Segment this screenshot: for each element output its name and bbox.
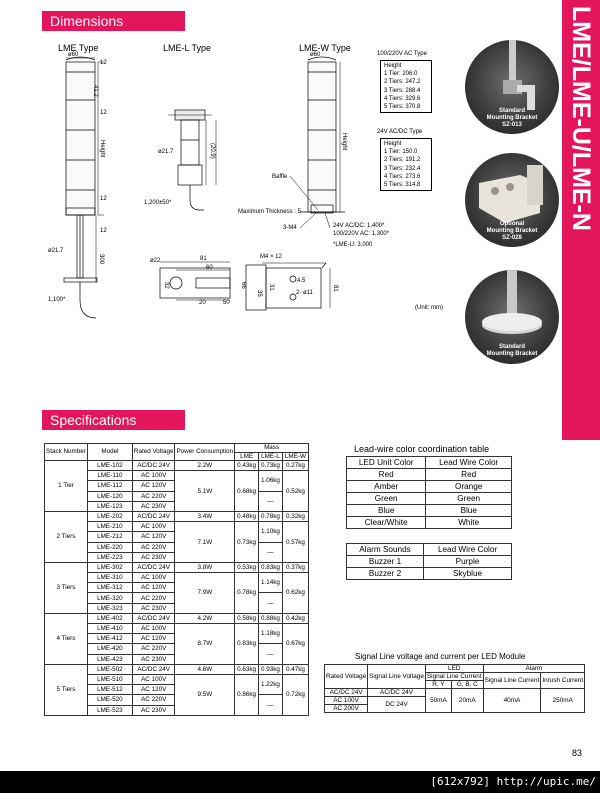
specifications-heading: Specifications — [42, 410, 185, 430]
mass-lme-cell: 0.78kg — [235, 573, 259, 614]
cable-220v: 100/220V AC: 1,300* — [333, 231, 390, 237]
voltage-cell: AC/DC 24V — [132, 562, 175, 572]
model-cell: LME-102 — [87, 461, 132, 471]
power-cell: 3.8W — [175, 562, 235, 572]
model-cell: LME-110 — [87, 471, 132, 481]
mass-lme-cell: 0.83kg — [235, 624, 259, 665]
led-color: Blue — [347, 505, 426, 517]
photo-caption: Mounting Bracket — [486, 228, 538, 234]
table-row — [45, 664, 309, 674]
header-stack: Stack Number — [45, 444, 88, 461]
mass-lmel-cell: — — [259, 644, 283, 664]
dim-cable-lme: 1,100* — [48, 297, 66, 303]
height-dc-row: 3 Tiers: 232.4 — [384, 165, 421, 172]
mass-lme-cell: 0.68kg — [235, 471, 259, 512]
dim-31: 31 — [268, 284, 274, 291]
table-row — [347, 556, 512, 568]
voltage-cell: AC 230V — [132, 603, 175, 613]
signal-rated: AC 100V — [325, 697, 368, 705]
model-cell: LME-520 — [87, 695, 132, 705]
mass-lmel-cell: 1.10kg — [259, 522, 283, 542]
wire-color: Green — [426, 493, 512, 505]
mass-lmew-cell: 0.67kg — [282, 624, 308, 665]
power-cell: 9.5W — [175, 674, 235, 715]
alarm-sound: Buzzer 2 — [347, 568, 424, 580]
dim-cable-lmel: 1,200±50* — [144, 200, 172, 206]
mass-lmel-cell: 0.93kg — [259, 664, 283, 674]
signal-h-inrush: Inrush Current — [541, 673, 585, 689]
leadwire-header: LED Unit Color — [347, 457, 426, 469]
signal-h-rated: Rated Voltage — [325, 665, 368, 689]
footer-text[interactable]: [612x792] http://upic.me/ — [430, 775, 596, 788]
wire-color: Blue — [426, 505, 512, 517]
dim-66: 66 — [240, 282, 246, 289]
header-lme-w: LME-W — [282, 452, 308, 461]
table-row — [45, 562, 309, 572]
led-color: Green — [347, 493, 426, 505]
power-cell: 2.2W — [175, 461, 235, 471]
height-ac-row: 1 Tier: 206.0 — [384, 71, 418, 78]
bracket-photo-sz013 — [465, 40, 559, 134]
model-cell: LME-220 — [87, 542, 132, 552]
table-row — [347, 481, 512, 493]
alarm-table — [346, 543, 512, 580]
photo-caption: Standard — [498, 344, 525, 350]
model-cell: LME-202 — [87, 511, 132, 521]
dim-41-2: 41.2 — [92, 85, 98, 97]
voltage-cell: AC 220V — [132, 644, 175, 654]
leadwire-table — [346, 456, 512, 529]
voltage-cell: AC 120V — [132, 532, 175, 542]
dimensions-heading: Dimensions — [42, 11, 185, 31]
bracket-photo-sz028 — [465, 153, 559, 247]
voltage-cell: AC 230V — [132, 552, 175, 562]
wire-color: Skyblue — [424, 568, 512, 580]
model-cell: LME-312 — [87, 583, 132, 593]
table-row — [347, 568, 512, 580]
dimension-drawings — [0, 50, 380, 320]
wire-color: Red — [426, 469, 512, 481]
signal-h-alarm: Alarm — [483, 665, 585, 673]
signal-voltage: AC/DC 24V — [368, 689, 426, 697]
model-cell: LME-512 — [87, 685, 132, 695]
voltage-cell: AC 220V — [132, 593, 175, 603]
model-cell: LME-120 — [87, 491, 132, 501]
dim-35: 35 — [256, 290, 262, 297]
dim-32: 32 — [163, 282, 169, 289]
power-cell: 8.7W — [175, 624, 235, 665]
model-cell: LME-420 — [87, 644, 132, 654]
table-row — [347, 505, 512, 517]
model-cell: LME-112 — [87, 481, 132, 491]
dim-81-side: 81 — [332, 285, 338, 292]
model-cell: LME-310 — [87, 573, 132, 583]
stack-number: 1 Tier — [45, 461, 88, 512]
signal-alarm-current: 40mA — [483, 689, 541, 713]
signal-rated: AC 200V — [325, 705, 368, 713]
dim-300: 300 — [98, 254, 104, 265]
signal-inrush: 250mA — [541, 689, 585, 713]
spec-table — [44, 443, 309, 716]
voltage-cell: AC/DC 24V — [132, 461, 175, 471]
model-cell: LME-402 — [87, 613, 132, 623]
drawing-title-lme-w: LME-W Type — [299, 43, 351, 53]
table-row — [347, 493, 512, 505]
voltage-cell: AC 100V — [132, 573, 175, 583]
mass-lmel-cell: — — [259, 542, 283, 562]
model-cell: LME-423 — [87, 654, 132, 664]
mass-lme-cell: 0.43kg — [235, 461, 259, 471]
height-dc-row: 5 Tiers: 314.8 — [384, 182, 421, 189]
voltage-cell: AC 120V — [132, 583, 175, 593]
mass-lmel-cell: 0.73kg — [259, 461, 283, 471]
height-ac-row: 5 Tiers: 370.8 — [384, 104, 421, 111]
mass-lme-cell: 0.53kg — [235, 562, 259, 572]
voltage-cell: AC 230V — [132, 501, 175, 511]
model-cell: LME-510 — [87, 674, 132, 684]
mass-lme-cell: 0.48kg — [235, 511, 259, 521]
spec-table-body — [45, 461, 309, 716]
dim-phi60-lmew: ø60 — [310, 52, 321, 58]
model-cell: LME-412 — [87, 634, 132, 644]
header-rated: Rated Voltage — [132, 444, 175, 461]
mass-lmew-cell: 0.37kg — [282, 562, 308, 572]
led-color: Clear/White — [347, 517, 426, 529]
mass-lmel-cell: 0.78kg — [259, 511, 283, 521]
mass-lme-cell: 0.73kg — [235, 522, 259, 563]
table-row — [45, 613, 309, 623]
bracket-photo-standard — [465, 270, 559, 364]
model-cell: LME-302 — [87, 562, 132, 572]
height-ac-row: 3 Tiers: 288.4 — [384, 87, 421, 94]
signal-h-led: LED — [425, 665, 483, 673]
mass-lmel-cell: 1.06kg — [259, 471, 283, 491]
side-title: LME/LME-U/LME-N — [567, 6, 595, 231]
dim-20: 20 — [199, 300, 206, 306]
header-mass: Mass — [235, 444, 309, 453]
dim-12-upper: 12 — [100, 110, 107, 116]
model-cell: LME-410 — [87, 624, 132, 634]
height-ac-box — [380, 60, 432, 113]
voltage-cell: AC 100V — [132, 674, 175, 684]
leadwire-header: Lead Wire Color — [426, 457, 512, 469]
voltage-cell: AC 120V — [132, 634, 175, 644]
unit-note: (Unit: mm) — [415, 305, 443, 311]
dim-phi60-lme: ø60 — [68, 52, 79, 58]
dim-height-lmew: Height — [341, 133, 347, 151]
leadwire-title: Lead-wire color coordination table — [354, 444, 490, 454]
dim-50: 50 — [223, 300, 230, 306]
cable-24v: 24V AC/DC: 1,400* — [333, 223, 385, 229]
signal-h-signal: Signal Line Voltage — [368, 665, 426, 689]
mass-lmew-cell: 0.47kg — [282, 664, 308, 674]
mass-lmew-cell: 0.32kg — [282, 511, 308, 521]
mass-lmew-cell: 0.62kg — [282, 573, 308, 614]
wire-color: Orange — [426, 481, 512, 493]
signal-title: Signal Line voltage and current per LED Module — [355, 652, 526, 661]
dim-4-5: 4.5 — [297, 278, 306, 284]
mass-lme-cell: 0.86kg — [235, 674, 259, 715]
signal-h-slc2: Signal Line Current — [483, 673, 541, 689]
mass-lmew-cell: 0.72kg — [282, 674, 308, 715]
height-dc-title: 24V AC/DC Type — [377, 129, 423, 135]
model-cell: LME-320 — [87, 593, 132, 603]
dim-m4-12: M4 × 12 — [260, 254, 282, 260]
dim-12-low: 12 — [100, 228, 107, 234]
mass-lmel-cell: 0.83kg — [259, 562, 283, 572]
voltage-cell: AC 100V — [132, 624, 175, 634]
voltage-cell: AC 230V — [132, 654, 175, 664]
stack-number: 2 Tiers — [45, 511, 88, 562]
header-lme: LME — [235, 452, 259, 461]
height-ac-title: 100/220V AC Type — [377, 51, 427, 57]
mass-lmel-cell: — — [259, 695, 283, 715]
signal-rated: AC/DC 24V — [325, 689, 368, 697]
photo-caption: SZ-013 — [502, 122, 522, 128]
power-cell: 7.9W — [175, 573, 235, 614]
power-cell: 4.6W — [175, 664, 235, 674]
voltage-cell: AC/DC 24V — [132, 613, 175, 623]
led-color: Red — [347, 469, 426, 481]
power-cell: 5.1W — [175, 471, 235, 512]
signal-table — [324, 664, 585, 713]
table-row — [347, 469, 512, 481]
stack-number: 4 Tiers — [45, 613, 88, 664]
photo-caption: Standard — [498, 108, 525, 114]
mass-lmew-cell: 0.42kg — [282, 613, 308, 623]
dim-phi11: 2- ø11 — [296, 290, 313, 296]
alarm-header: Alarm Sounds — [347, 544, 424, 556]
page-number: 83 — [572, 748, 583, 758]
power-cell: 7.1W — [175, 522, 235, 563]
mass-lmel-cell: 0.88kg — [259, 613, 283, 623]
dim-3-m4: 3-M4 — [283, 225, 297, 231]
model-cell: LME-323 — [87, 603, 132, 613]
height-ac-row: 4 Tiers: 329.6 — [384, 95, 421, 102]
alarm-header: Lead Wire Color — [424, 544, 512, 556]
mass-lme-cell: 0.58kg — [235, 613, 259, 623]
dim-phi21-lmel: ø21.7 — [158, 149, 174, 155]
wire-color: White — [426, 517, 512, 529]
mass-lmel-cell: — — [259, 491, 283, 511]
dim-20-9: (20.9) — [209, 143, 215, 159]
stack-number: 3 Tiers — [45, 562, 88, 613]
voltage-cell: AC 220V — [132, 695, 175, 705]
max-thickness-label: Maximum Thickness : 5 — [238, 209, 301, 215]
height-dc-row: 4 Tiers: 273.6 — [384, 173, 421, 180]
mass-lmew-cell: 0.57kg — [282, 522, 308, 563]
table-row — [45, 511, 309, 521]
led-color: Amber — [347, 481, 426, 493]
baffle-label: Baffle — [272, 174, 288, 180]
mass-lme-cell: 0.63kg — [235, 664, 259, 674]
height-ac-head: Height — [384, 63, 402, 69]
height-dc-row: 1 Tier: 150.0 — [384, 149, 418, 156]
dim-height-lme: Height — [99, 140, 105, 158]
voltage-cell: AC/DC 24V — [132, 664, 175, 674]
signal-ry: 50mA — [425, 689, 451, 713]
dim-81-top: 81 — [200, 256, 207, 262]
model-cell: LME-210 — [87, 522, 132, 532]
model-cell: LME-123 — [87, 501, 132, 511]
mass-lmel-cell: 1.14kg — [259, 573, 283, 593]
height-dc-row: 2 Tiers: 191.2 — [384, 157, 421, 164]
height-dc-box — [380, 138, 432, 191]
mass-lmel-cell: 1.22kg — [259, 674, 283, 694]
height-dc-head: Height — [384, 141, 402, 147]
power-cell: 4.2W — [175, 613, 235, 623]
signal-h-gbc: G, B, C — [451, 681, 483, 689]
dim-12-top: 12 — [100, 60, 107, 66]
header-lme-l: LME-L — [259, 452, 283, 461]
photo-caption: Mounting Bracket — [486, 351, 538, 357]
alarm-sound: Buzzer 1 — [347, 556, 424, 568]
height-ac-row: 2 Tiers: 247.2 — [384, 79, 421, 86]
mass-lmew-cell: 0.27kg — [282, 461, 308, 471]
wire-color: Purple — [424, 556, 512, 568]
photo-caption: SZ-028 — [502, 235, 522, 241]
signal-h-slc: Signal Line Current — [426, 673, 482, 680]
mass-lmel-cell: 1.18kg — [259, 624, 283, 644]
photo-caption: Mounting Bracket — [486, 115, 538, 121]
voltage-cell: AC 230V — [132, 705, 175, 715]
voltage-cell: AC 120V — [132, 481, 175, 491]
dim-phi21-lme: ø21.7 — [48, 248, 64, 254]
signal-gbc: 20mA — [451, 689, 483, 713]
table-row — [325, 689, 585, 697]
stack-number: 5 Tiers — [45, 664, 88, 715]
voltage-cell: AC 220V — [132, 491, 175, 501]
model-cell: LME-502 — [87, 664, 132, 674]
mass-lmew-cell: 0.52kg — [282, 471, 308, 512]
voltage-cell: AC 100V — [132, 471, 175, 481]
header-power: Power Consumption — [175, 444, 235, 461]
voltage-cell: AC 220V — [132, 542, 175, 552]
power-cell: 3.4W — [175, 511, 235, 521]
header-model: Model — [87, 444, 132, 461]
dim-12-mid: 12 — [100, 196, 107, 202]
model-cell: LME-223 — [87, 552, 132, 562]
photo-caption: Optional — [499, 221, 525, 227]
voltage-cell: AC 120V — [132, 685, 175, 695]
signal-h-ry: R, Y — [425, 681, 451, 689]
voltage-cell: AC 100V — [132, 522, 175, 532]
voltage-cell: AC/DC 24V — [132, 511, 175, 521]
drawing-title-lme-l: LME-L Type — [163, 43, 212, 53]
cable-lme-u: *LME-U: 3,000 — [333, 242, 373, 248]
table-row — [347, 517, 512, 529]
dim-60: 60 — [206, 265, 213, 271]
drawing-title-lme: LME Type — [58, 43, 99, 53]
table-row — [45, 461, 309, 471]
mass-lmel-cell: — — [259, 593, 283, 613]
model-cell: LME-212 — [87, 532, 132, 542]
signal-voltage: DC 24V — [368, 697, 426, 713]
model-cell: LME-523 — [87, 705, 132, 715]
dim-phi22: ø22 — [150, 258, 161, 264]
